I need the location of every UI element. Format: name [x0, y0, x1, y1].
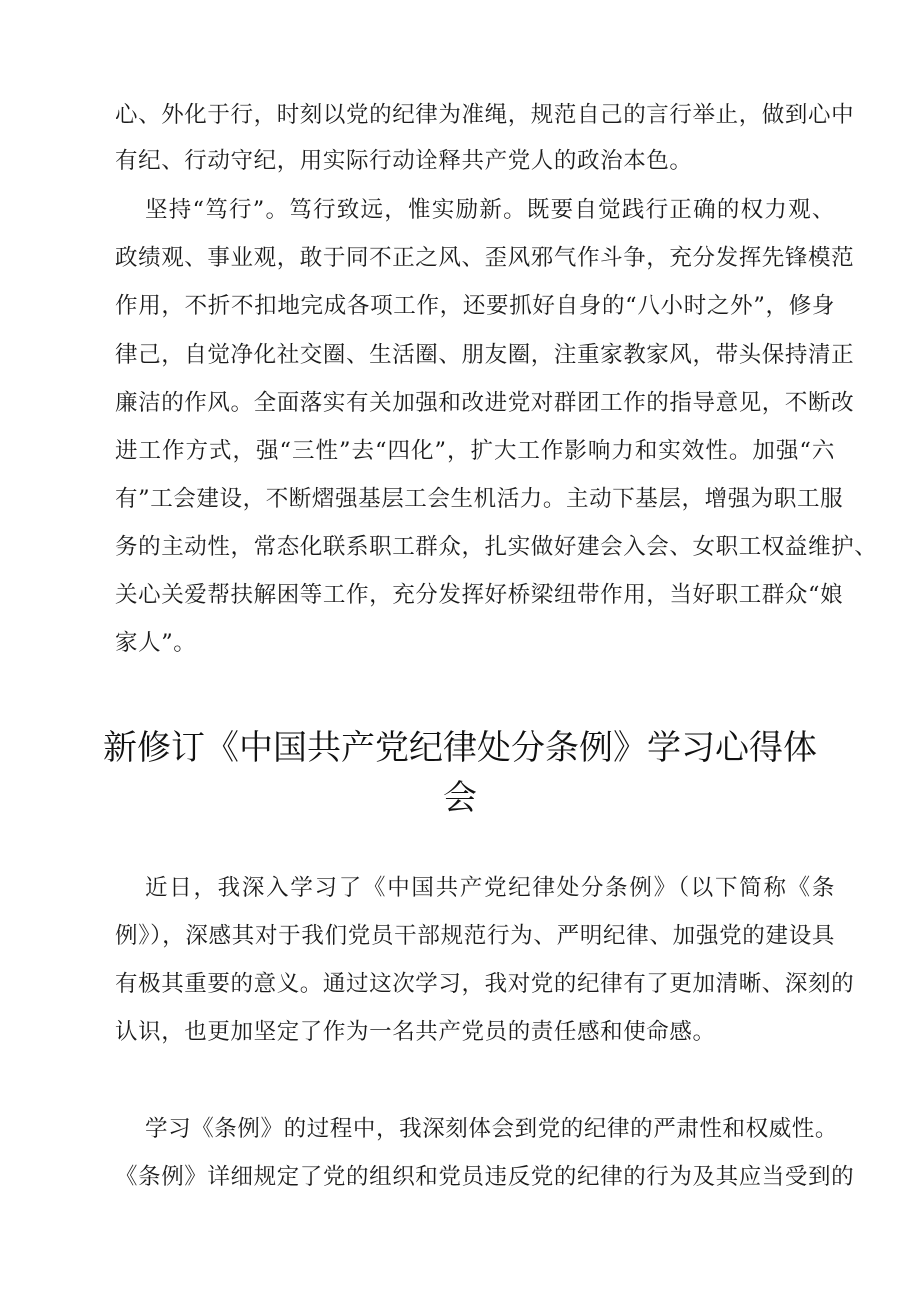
paragraph-line: 有”工会建设，不断熠强基层工会生机活力。主动下基层，增强为职工服	[115, 486, 844, 512]
paragraph-line: 政绩观、事业观，敢于同不正之风、歪风邪气作斗争，充分发挥先锋模范	[115, 245, 855, 271]
paragraph-line: 心、外化于行，时刻以党的纪律为准绳，规范自己的言行举止，做到心中	[115, 102, 855, 128]
paragraph-line: 务的主动性，常态化联系职工群众，扎实做好建会入会、女职工权益维护、	[115, 534, 878, 560]
paragraph-line: 作用，不折不扣地完成各项工作，还要抓好自身的“八小时之外”，修身	[115, 293, 835, 319]
paragraph-line: 认识，也更加坚定了作为一名共产党员的责任感和使命感。	[115, 1019, 716, 1045]
paragraph-line: 《条例》详细规定了党的组织和党员违反党的纪律的行为及其应当受到的	[115, 1164, 855, 1190]
paragraph-line: 有极其重要的意义。通过这次学习，我对党的纪律有了更加清晰、深刻的	[115, 971, 855, 997]
paragraph-line: 进工作方式，强“三性”去“四化”，扩大工作影响力和实效性。加强“六	[115, 438, 835, 464]
paragraph-line: 有纪、行动守纪，用实际行动诠释共产党人的政治本色。	[115, 148, 693, 174]
paragraph-first-line: 学习《条例》的过程中，我深刻体会到党的纪律的严肃性和权威性。	[145, 1116, 839, 1142]
paragraph-line: 家人”。	[115, 630, 197, 656]
paragraph-line: 廉洁的作风。全面落实有关加强和改进党对群团工作的指导意见，不断改	[115, 390, 855, 416]
paragraph-first-line: 坚持“笃行”。笃行致远，惟实励新。既要自觉践行正确的权力观、	[145, 197, 835, 223]
paragraph-line: 例》），深感其对于我们党员干部规范行为、严明纪律、加强党的建设具	[115, 923, 835, 949]
article-title-continued: 会	[443, 778, 477, 818]
article-title: 新修订《中国共产党纪律处分条例》学习心得体	[103, 728, 817, 768]
paragraph-line: 律己，自觉净化社交圈、生活圈、朋友圈，注重家教家风，带头保持清正	[115, 342, 855, 368]
paragraph-line: 关心关爱帮扶解困等工作，充分发挥好桥梁纽带作用，当好职工群众“娘	[115, 582, 844, 608]
paragraph-first-line: 近日，我深入学习了《中国共产党纪律处分条例》（以下简称《条	[145, 875, 835, 901]
